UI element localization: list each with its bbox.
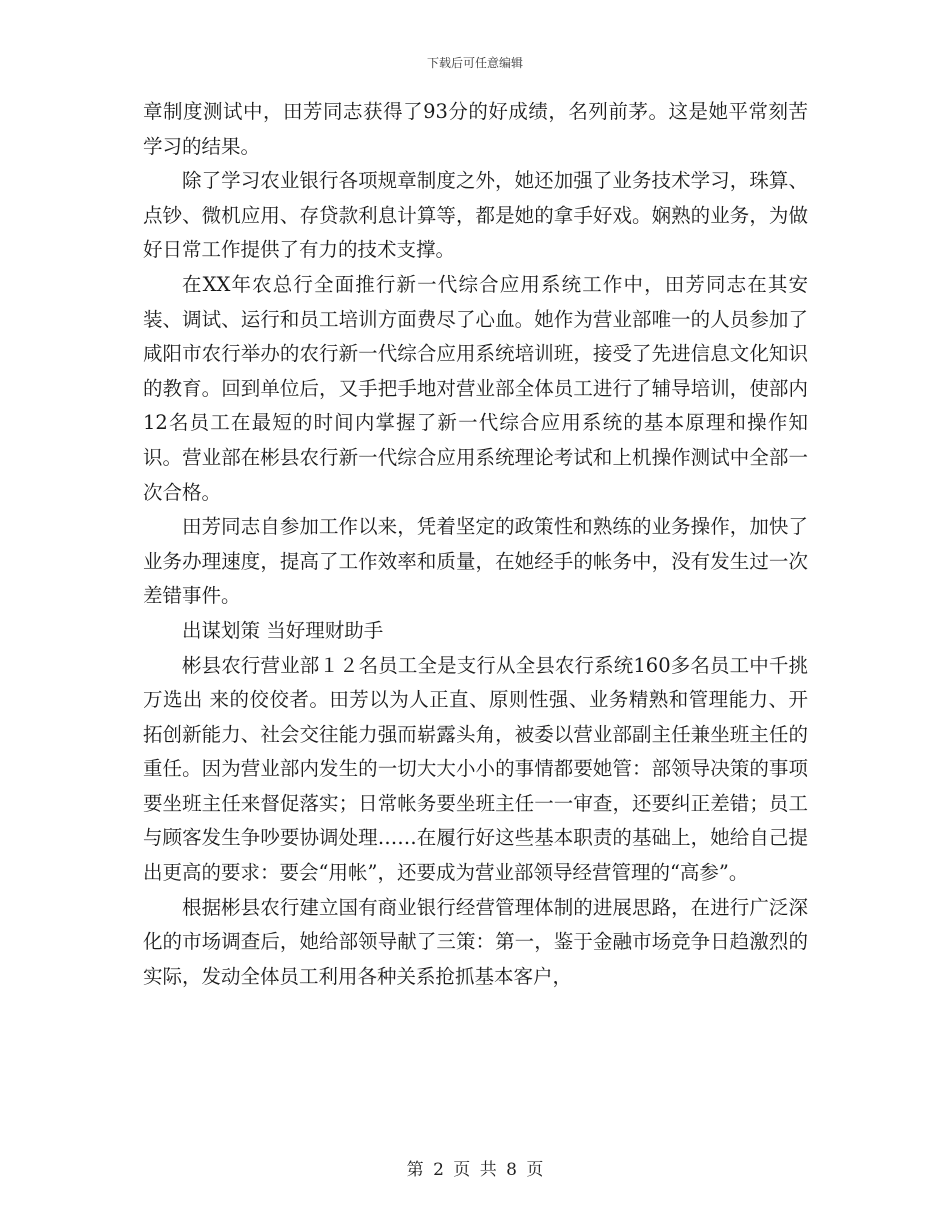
document-body [143,95,808,994]
paragraph: 根据彬县农行建立国有商业银行经营管理体制的进展思路，在进行广泛深化的市场调查后，她给部领导献了三策：第一，鉴于金融市场竞争日趋激烈的实际，发动全体员工利用各种关系抢抓基本客户， [143,895,808,988]
page-footer: 第 2 页 共 8 页 [406,1160,544,1180]
paragraph: 在XX年农总行全面推行新一代综合应用系统工作中，田芳同志在其安装、调试、运行和员工培训方面费尽了心血。她作为营业部唯一的人员参加了咸阳市农行举办的农行新一代综合应用系统培训班，接受了先进信息文化知识的教育。回到单位后，又手把手地对营业部全体员工进行了辅导培训，使部内12名员工在最短的时间内掌握了新一代综合应用系统的基本原理和操作知识。营业部在彬县农行新一代综合应用系统理论考试和上机操作测试中全部一次合格。 [143,272,808,504]
paragraph: 除了学习农业银行各项规章制度之外，她还加强了业务技术学习，珠算、点钞、微机应用、存贷款利息计算等，都是她的拿手好戏。娴熟的业务，为做好日常工作提供了有力的技术支撑。 [143,169,808,262]
section-heading: 出谋划策 当好理财助手 [182,618,384,642]
paragraph: 彬县农行营业部１２名员工全是支行从全县农行系统160多名员工中千挑万选出 来的佼佼者。田芳以为人正直、原则性强、业务精熟和管理能力、开拓创新能力、社会交往能力强而崭露头角，被委以营业部副主任兼坐班主任的重任。因为营业部内发生的一切大大小小的事情都要她管：部领导决策的事项要坐班主任来督促落实；日常帐务要坐班主任一一审查，还要纠正差错；员工与顾客发生争吵要协调处理……在履行好这些基本职责的基础上，她给自己提出更高的要求：要会“用帐”，还要成为营业部领导经营管理的“高参”。 [143,653,808,885]
paragraph: 田芳同志自参加工作以来，凭着坚定的政策性和熟练的业务操作，加快了业务办理速度，提高了工作效率和质量，在她经手的帐务中，没有发生过一次差错事件。 [143,515,808,608]
paragraph-continuation: 章制度测试中，田芳同志获得了93分的好成绩，名列前茅。这是她平常刻苦学习的结果。 [143,100,808,158]
page-header: 下载后可任意编辑 [426,56,523,70]
